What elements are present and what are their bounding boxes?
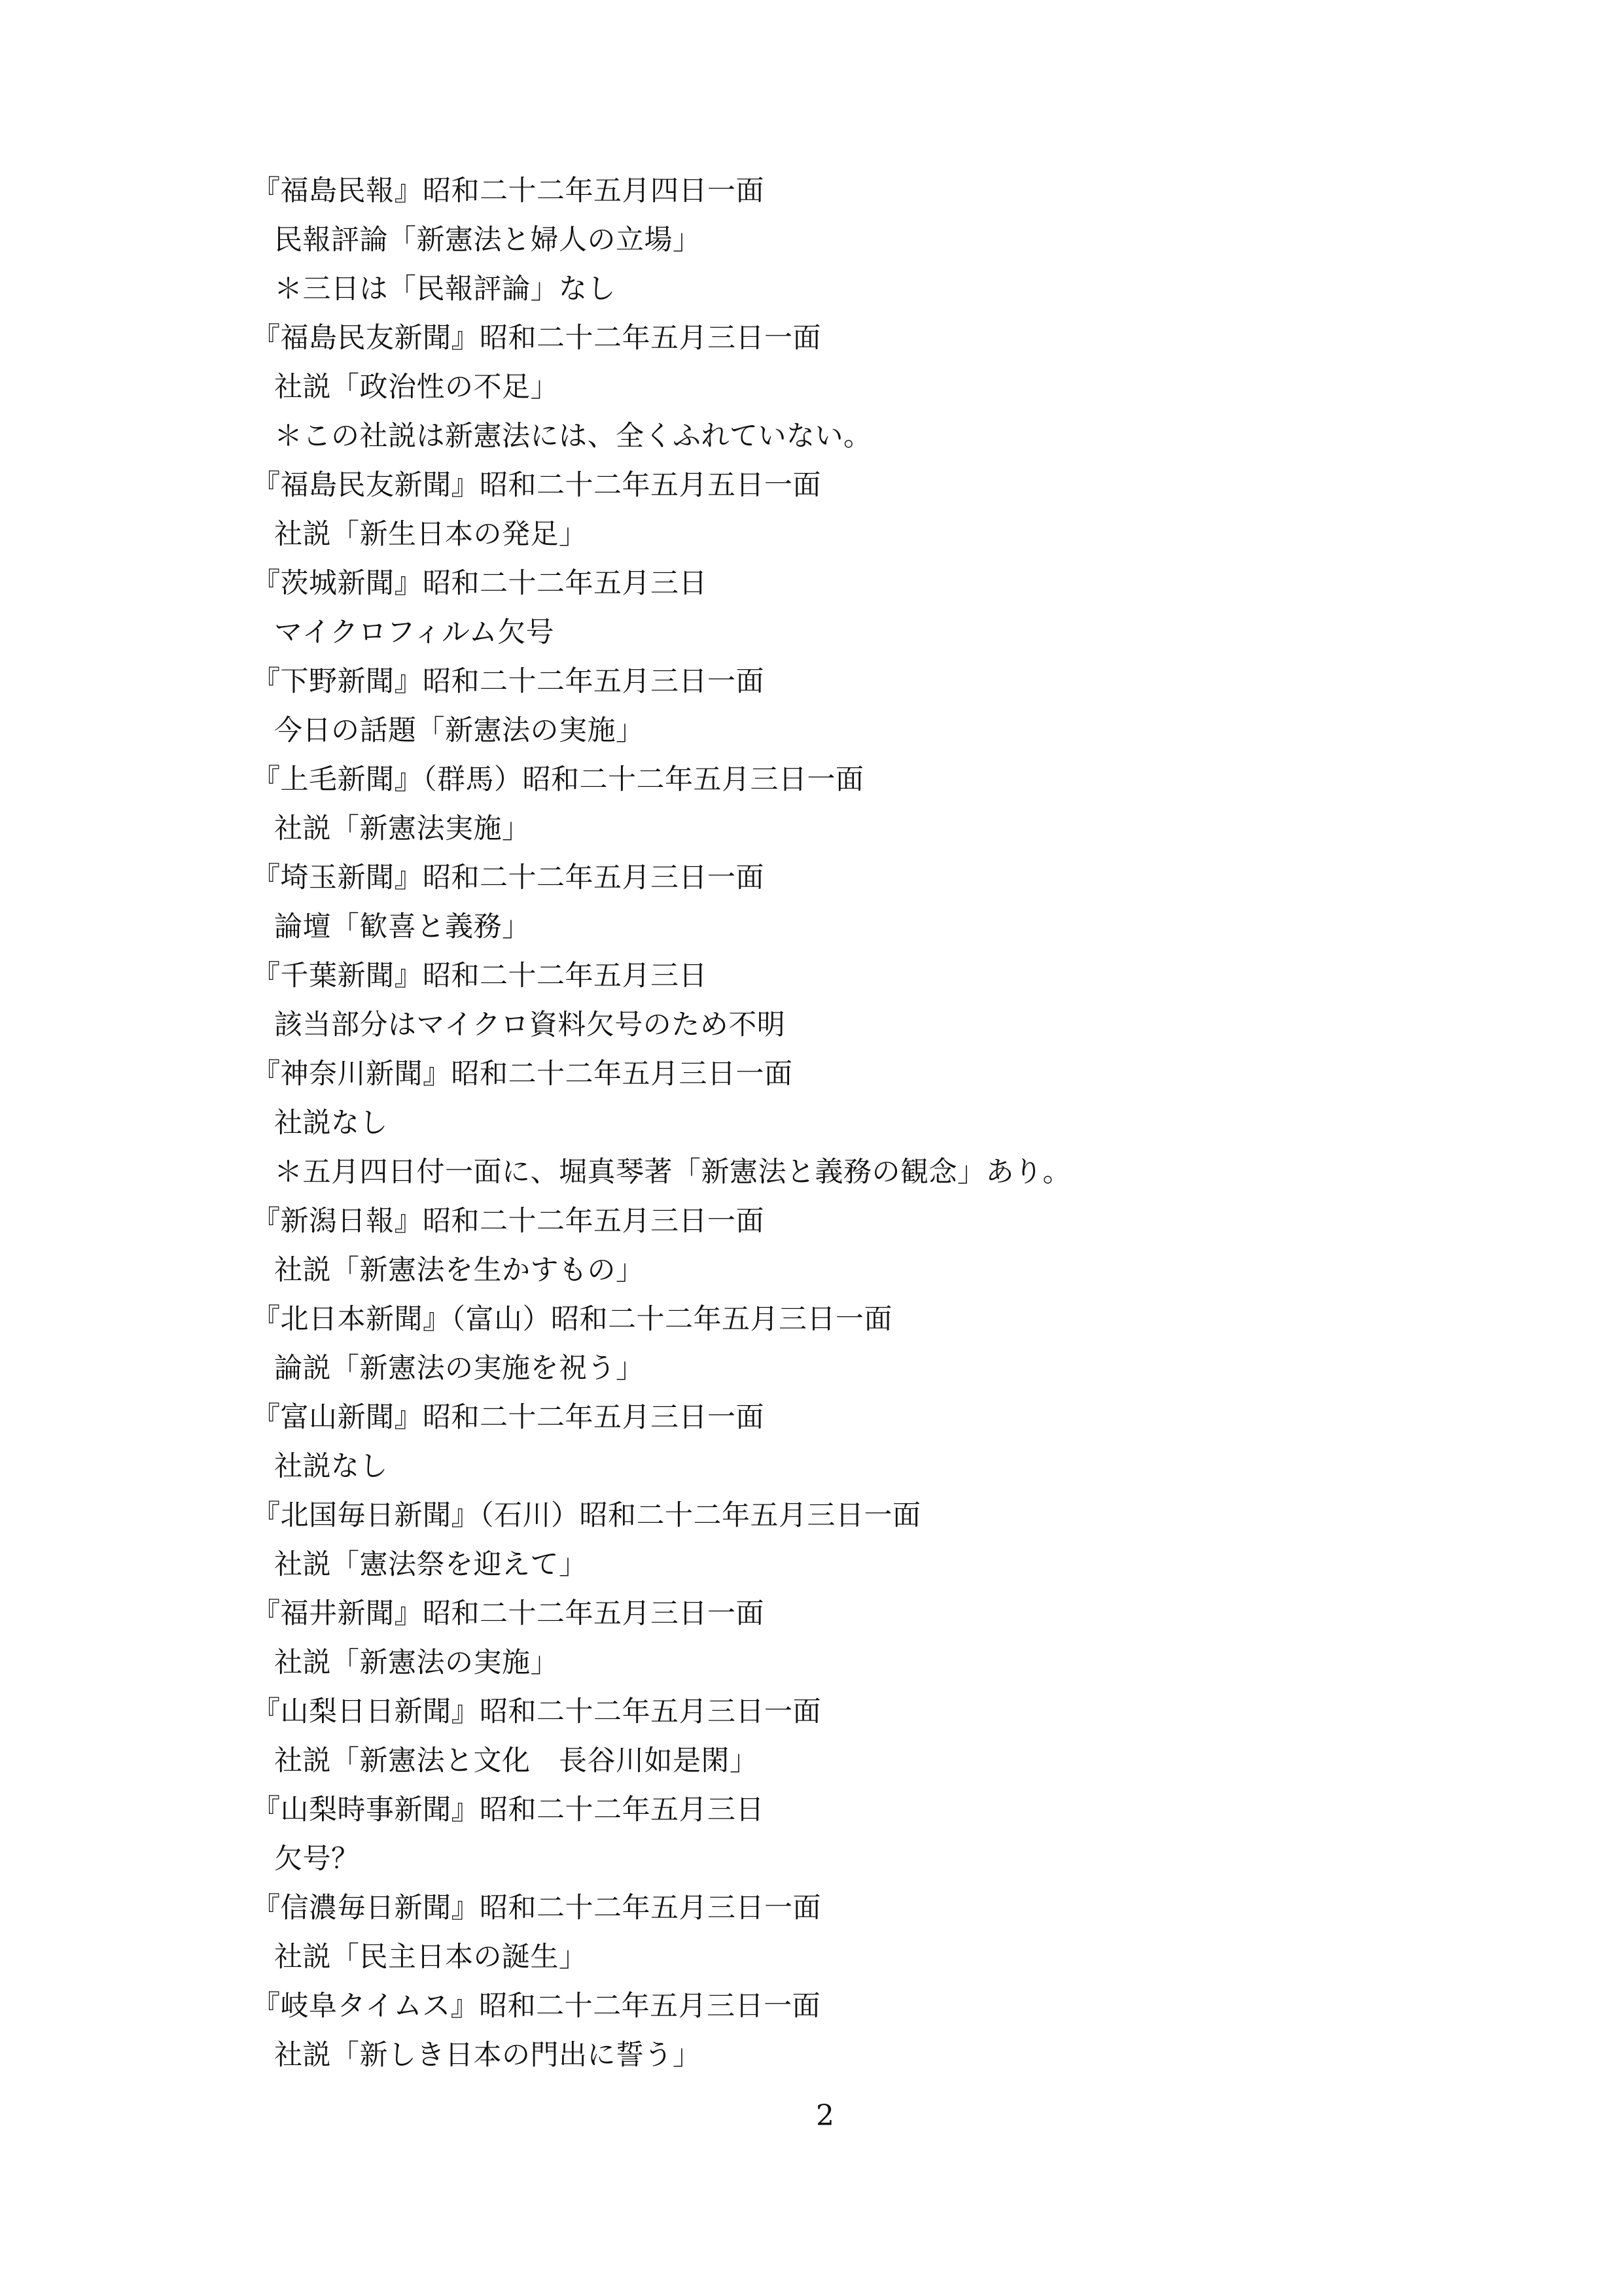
entry-detail-line: 社説「政治性の不足」	[274, 371, 559, 404]
entry-detail-line: ＊五月四日付一面に、堀真琴著「新憲法と義務の観念」あり。	[274, 1156, 1071, 1189]
entry-detail-line: 社説「新憲法と文化 長谷川如是閑」	[274, 1745, 758, 1777]
entry-detail-line: 社説「新憲法実施」	[274, 812, 531, 845]
entry-detail-line: 民報評論「新憲法と婦人の立場」	[274, 224, 701, 256]
entry-detail-line: 論壇「歓喜と義務」	[274, 911, 531, 943]
newspaper-title-line: 『下野新聞』昭和二十二年五月三日一面	[252, 665, 764, 698]
page-number: 2	[816, 2099, 834, 2132]
newspaper-title-line: 『埼玉新聞』昭和二十二年五月三日一面	[252, 861, 764, 894]
entry-detail-line: 欠号？	[274, 1843, 360, 1875]
entry-detail-line: 論説「新憲法の実施を祝う」	[274, 1352, 644, 1385]
entry-detail-line: 該当部分はマイクロ資料欠号のため不明	[274, 1009, 786, 1041]
newspaper-title-line: 『千葉新聞』昭和二十二年五月三日	[252, 960, 707, 992]
entry-detail-line: ＊三日は「民報評論」なし	[274, 273, 616, 305]
newspaper-title-line: 『神奈川新聞』昭和二十二年五月三日一面	[252, 1058, 793, 1090]
newspaper-title-line: 『岐阜タイムス』昭和二十二年五月三日一面	[252, 1990, 821, 2023]
newspaper-title-line: 『福井新聞』昭和二十二年五月三日一面	[252, 1597, 764, 1630]
newspaper-title-line: 『福島民報』昭和二十二年五月四日一面	[252, 175, 764, 207]
newspaper-entry-list	[252, 167, 1495, 2080]
entry-detail-line: マイクロフィルム欠号	[274, 616, 555, 649]
newspaper-title-line: 『新潟日報』昭和二十二年五月三日一面	[252, 1205, 764, 1238]
entry-detail-line: 社説「新しき日本の門出に誓う」	[274, 2039, 701, 2072]
newspaper-title-line: 『上毛新聞』（群馬）昭和二十二年五月三日一面	[252, 763, 864, 796]
newspaper-title-line: 『福島民友新聞』昭和二十二年五月五日一面	[252, 469, 821, 502]
newspaper-title-line: 『山梨日日新聞』昭和二十二年五月三日一面	[252, 1696, 821, 1728]
entry-detail-line: 社説「新生日本の発足」	[274, 518, 588, 551]
entry-detail-line: 社説なし	[274, 1107, 388, 1139]
newspaper-title-line: 『山梨時事新聞』昭和二十二年五月三日	[252, 1794, 764, 1826]
newspaper-title-line: 『福島民友新聞』昭和二十二年五月三日一面	[252, 322, 821, 355]
newspaper-title-line: 『北国毎日新聞』（石川）昭和二十二年五月三日一面	[252, 1499, 921, 1532]
entry-detail-line: ＊この社説は新憲法には、全くふれていない。	[274, 420, 872, 453]
entry-detail-line: 社説「民主日本の誕生」	[274, 1941, 588, 1974]
entry-detail-line: 社説「新憲法の実施」	[274, 1646, 559, 1679]
entry-detail-line: 社説「憲法祭を迎えて」	[274, 1548, 588, 1581]
entry-detail-line: 今日の話題「新憲法の実施」	[274, 714, 644, 747]
entry-detail-line: 社説「新憲法を生かすもの」	[274, 1254, 644, 1287]
newspaper-title-line: 『信濃毎日新聞』昭和二十二年五月三日一面	[252, 1892, 821, 1924]
entry-detail-line: 社説なし	[274, 1450, 388, 1483]
newspaper-title-line: 『富山新聞』昭和二十二年五月三日一面	[252, 1401, 764, 1434]
newspaper-title-line: 『茨城新聞』昭和二十二年五月三日	[252, 567, 707, 600]
newspaper-title-line: 『北日本新聞』（富山）昭和二十二年五月三日一面	[252, 1303, 892, 1336]
